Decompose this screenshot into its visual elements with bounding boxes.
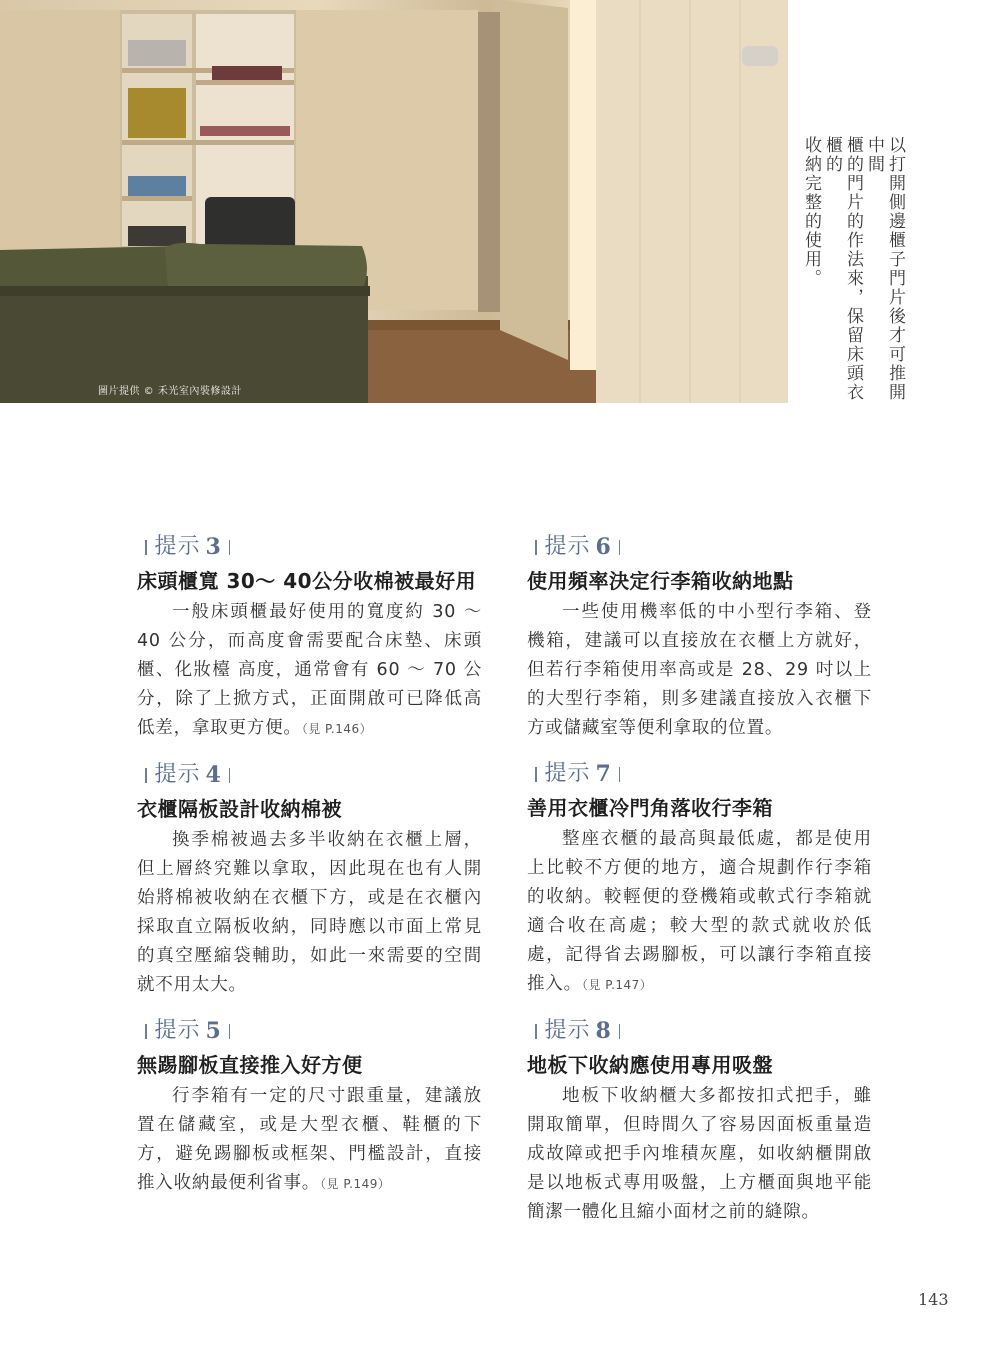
page-number: 143 [918,1290,949,1309]
bedroom-wardrobe-photo [0,0,788,403]
tip-body-text: 一般床頭櫃最好使用的寬度約 30 ～ 40 公分，而高度會需要配合床墊、床頭櫃、化妝檯 高度，通常會有 60 ～ 70 公分，除了上掀方式，正面開啟可已降低高低差，拿取更方便。 [137,602,482,738]
tip-body [137,826,482,1000]
tip-body [137,598,482,744]
tip-body-text: 整座衣櫃的最高與最低處，都是使用上比較不方便的地方，適合規劃作行李箱的收納。較輕便的登機箱或軟式行李箱就適合收在高處；較大型的款式就收於低處，記得省去踢腳板，可以讓行李箱直接推入。 [527,829,872,994]
tip-body [137,1082,482,1199]
divider-bar [619,1024,621,1039]
tip-6 [527,530,872,743]
tips-column-right [527,530,872,1241]
tip-label: 提示 [154,1018,201,1043]
divider-bar [619,767,621,782]
tip-body [527,1082,872,1227]
tip-number-value: 7 [595,761,611,787]
tip-label: 提示 [154,534,201,559]
tip-7 [527,757,872,1000]
tip-label: 提示 [544,761,591,786]
tip-body-text: 行李箱有一定的尺寸跟重量，建議放置在儲藏室，或是大型衣櫃、鞋櫃的下方，避免踢腳板或框架、門檻設計，直接推入收納最便利省事。 [137,1086,482,1193]
tip-3 [137,530,482,744]
tip-number-value: 5 [205,1018,221,1044]
tip-body [527,598,872,743]
tip-label: 提示 [544,1018,591,1043]
divider-bar [535,1024,537,1039]
tip-label: 提示 [544,534,591,559]
tip-title: 善用衣櫃冷門角落收行李箱 [527,796,773,820]
tip-number-value: 4 [205,762,221,788]
tip-title: 衣櫃隔板設計收納棉被 [137,797,342,821]
tip-title: 地板下收納應使用專用吸盤 [527,1053,773,1077]
tip-number-value: 3 [205,534,221,560]
divider-bar [229,1024,231,1039]
tip-body-text: 地板下收納櫃大多都按扣式把手，雖開取簡單，但時間久了容易因面板重量造成故障或把手內堆積灰塵，如收納櫃開啟是以地板式專用吸盤，上方櫃面與地平能簡潔一體化且縮小面材之前的縫隙。 [527,1086,872,1222]
divider-bar [229,768,231,783]
tip-number [527,757,872,791]
tip-number [527,1014,872,1048]
divider-bar [229,540,231,555]
tip-number [137,758,482,792]
tip-number [137,1014,482,1048]
divider-bar [619,540,621,555]
divider-bar [145,1024,147,1039]
caption-line: 櫃的門片的作法來，保留床頭衣櫃的 [822,136,863,402]
page-reference: （見 P.149） [320,1177,391,1191]
tip-title: 床頭櫃寬 30～ 40公分收棉被最好用 [137,569,477,593]
divider-bar [535,540,537,555]
tip-number-value: 6 [595,534,611,560]
page-reference: （見 P.146） [301,722,373,736]
tip-number-value: 8 [595,1018,611,1044]
tip-body-text: 換季棉被過去多半收納在衣櫃上層，但上層終究難以拿取，因此現在也有人開始將棉被收納在衣櫃下方，或是在衣櫃內採取直立隔板收納，同時應以市面上常見的真空壓縮袋輔助，如此一來需要的空間就不用太大。 [137,830,482,995]
tip-number [137,530,482,564]
divider-bar [145,540,147,555]
caption-line: 收納完整的使用。 [801,136,821,288]
tip-body-text: 一些使用機率低的中小型行李箱、登機箱，建議可以直接放在衣櫃上方就好，但若行李箱使用率高或是 28、29 吋以上的大型行李箱，則多建議直接放入衣櫃下方或儲藏室等便利拿取的位置。 [527,602,872,738]
tip-8 [527,1014,872,1227]
tip-5 [137,1014,482,1199]
photo-credit: 圖片提供 © 禾光室內裝修設計 [98,386,242,397]
tip-title: 使用頻率決定行李箱收納地點 [527,569,794,593]
tip-label: 提示 [154,762,201,787]
tip-title: 無踢腳板直接推入好方便 [137,1053,363,1077]
photo-caption [800,136,905,412]
tip-body [527,825,872,1000]
divider-bar [535,767,537,782]
tips-column-left [137,530,482,1213]
caption-line: 以打開側邊櫃子門片後才可推開中間 [864,136,905,402]
tip-4 [137,758,482,1000]
divider-bar [145,768,147,783]
tip-number [527,530,872,564]
photo-illustration [0,0,788,403]
page-reference: （見 P.147） [581,978,653,992]
